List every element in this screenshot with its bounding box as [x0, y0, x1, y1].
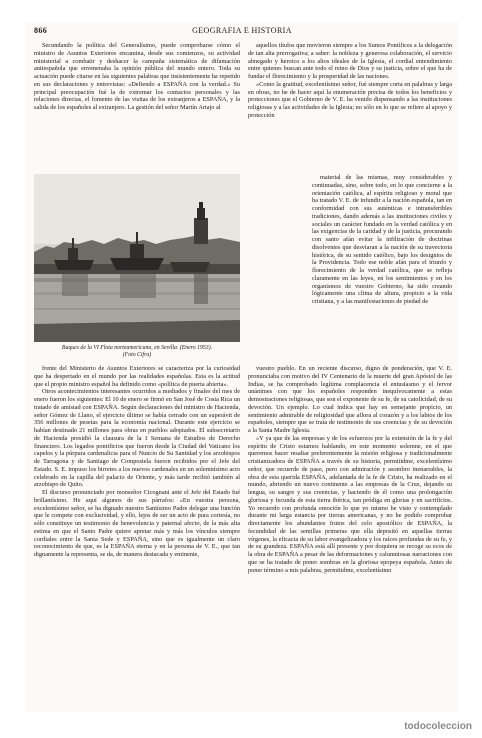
right-column-mid	[312, 174, 452, 306]
magazine-page	[26, 22, 458, 712]
right-column-bottom	[248, 365, 452, 574]
photo-credit: (Foto Cifra)	[122, 352, 152, 358]
paragraph: Otros acontecimientos interesantes ocurridos a mediados y finales del mes de enero fueron los siguientes: El 10 de enero se firmó en San José de Costa Rica un tratado de amistad con ESPAÑA. Según declaraciones del ministro de Hacienda, señor Gómez de Llano, el ejercicio último se había cerrado con un superávit de 356 millones de pesetas para la economía nacional. Durante este ejercicio se habían destinado 21 millones para obras en pueblos adoptados. El subsecretario de Hacienda presidió la clausura de la I Semana de Estudios de Derecho financiero. Los legados pontificios que fueron desde la Ciudad del Vaticano los capelos y la púrpura cardenalicia para el Nuncio de Su Santidad y los arzobispos de Tarragona y de Santiago de Compostela fueron recibidos por el Jefe del Estado. S. E. impuso los birretes a los nuevos cardenales en un solemnísimo acto celebrado en la capilla del palacio de Oriente, y más tarde recibió también al arzobispo de Quito.	[34, 388, 240, 489]
watermark: todocoleccion	[404, 721, 472, 732]
paragraph: vuestro pueblo. En un reciente discurso, digno de ponderación, que V. E. pronunciaba con motivo del IV Centenario de la muerte del gran Apóstol de las Indias, se ha comprobado legítima complacencia el entusiasmo y el fervor unánimes con que los españoles responden inequívocamente a estas demostraciones religiosas, que son el exponente de su fe, de su catolicidad, de su devoción. Un ejemplo. Lo cual indica que hay en semejante propicio, un sentimiento admirable de religiosidad que aflora al corazón y a los labios de los españoles, siempre que se trata de testimonio de sus creencias y de su devoción a la Santa Madre Iglesia.	[248, 365, 452, 434]
paragraph: frente del Ministerio de Asuntos Exteriores se caracteriza por la curiosidad que ha despertado en el mundo por las realidades españolas. Esta es la actitud que el propio ministro español ha definido como «política de puerta abierta».	[34, 365, 240, 388]
right-column-top	[248, 42, 452, 120]
left-column-top	[34, 42, 240, 112]
paragraph: »Y ya que de las empresas y de los esfuerzos por la extensión de la fe y del espíritu de Cristo estamos hablando, en este momento solemne, en el que queremos hacer resaltar preferentemente la misión religiosa y tradicionalmente cristianizadora de ESPAÑA a través de su historia, permitidme, excelentísimo señor, que recuerde de paso, pero con admiración y asombro inenarrables, la obra de esta querida ESPAÑA, adelantada de la fe de Cristo, ha realizado en el mundo, abriendo un nuevo continente a las empresas de la Cruz, dejando su lengua, su sangre y sus creencias, y haciendo de él como una prolongación gloriosa y fecunda de esta tierra ibérica, tan pródiga en glorias y en sacrificios. Yo recuerdo con profunda emoción lo que yo mismo he visto y contemplado durante mi larga estancia por tierras americanas, y no he podido comprobar directamente los abundantes frutos del celo apostólico de ESPAÑA, la fecundidad de las semillas primeras que ella depositó en aquellas tierras vírgenes, la eficacia de su labor evangelizadora y los raíces profundas de su fe, y de su grandeza. ESPAÑA está allí presente y por doquiera se recoge su ecos de la obra de ESPAÑA a pesar de las deformaciones y calumniosas narraciones con que se ha tratado de poner sombras en la gloriosa epopeya española. Antes de poner término a mis palabras, permitidme, excelentísimo	[248, 434, 452, 574]
paragraph: material de las mismas, muy considerables y continuadas, sino, sobre todo, en lo que concierne a la orientación católica, al espíritu religioso y moral que ha tratado V. E. de infundir a la nación española, tan en conformidad con sus auténticas e intransferibles tradiciones, dando además a las instituciones civiles y sociales un carácter fundado en la verdad católica y en las exigencias de la caridad y de la justicia, procurando con santo afán evitar la infiltración de doctrinas disolventes que desviaran a la nación de su travectoria histórica, de su sentido católico, bajo los designios de la Providencia. Todo ese noble afán para el triunfo y florecimiento de la verdad católica, que se refleja claramente en las leyes, en los sentimientos y en los organismos de vuestro Gobierno, ha sido creando lógicamente una clima de altura, propicio a la vida cristiana, y a las manifestaciones de piedad de	[312, 174, 452, 305]
page-number: 866	[34, 26, 48, 35]
running-title: GEOGRAFIA E HISTORIA	[192, 26, 292, 35]
paragraph: El discurso pronunciado por monseñor Cicognani ante el Jefe del Estado fué brillantísimo. He aquí algunos de sus párrafos: «En vuestra persona, excelentísimo señor, se ha dignado nuestro Santísimo Padre delegar una función que le compete con exclusividad, y ello, lejos de ser un acto de pura cortesía, no sólo constituye un testimonio de benevolencia y paternal afecto, de la más alta estima en que el Santo Padre quiere apretar más y más los vínculos siempre cordiales entre la Santa Sede y ESPAÑA, sino que es igualmente un claro reconocimiento de que, es la ESPAÑA eterna y en la persona de V. E., que tan dignamente la representa, se da, de manera destacada y eminente,	[34, 489, 240, 558]
photo-caption	[34, 345, 240, 359]
paragraph: Secundando la política del Generalísimo, puede comprobarse cómo el ministro de Asuntos Exteriores encamina, desde sus comienzos, su actividad ministerial a combatir y deshacer la campaña sistemática de difamación antiespañola que envenenaba la opinión pública del mundo entero. Toda su actuación puede citarse en las siguientes palabras que insistentemente ha repetido en sus declaraciones y entrevistas: «Defiendo a ESPAÑA con la verdad.» Su principal preocupación fué la de extremar los contactos personales y las relaciones directas, el fomento de las visitas de los extranjeros a ESPAÑA, y la salida de los españoles al extranjero. La gestión del señor Martín Artajo al	[34, 42, 240, 111]
paragraph: aquellos títulos que movieron siempre a los Sumos Pontífices a la delegación de tan alta prerrogativa; a saber: la nobleza y generosa colaboración, el servicio abnegado y heroico a los altos ideales de la Iglesia, el cordial entendimiento entre quienes buscan ante todo el reino de Dios y su justicia, sobre el que ha de fundar el florecimiento y la prosperidad de las naciones.	[248, 42, 452, 80]
paragraph: »Como la gratitud, excelentísimo señor, fué siempre corta en palabras y larga en obras, no he de hacer aquí la enumeración precisa de todos los beneficios y protecciones que el Gobierno de V. E. ha venido dispensando a las instituciones religiosas y a las actividades de la Iglesia; no sólo en lo que se refiere al apoyo y protección	[248, 80, 452, 119]
news-photo-fleet-in-seville	[34, 174, 240, 342]
left-column-bottom	[34, 365, 240, 559]
page-header	[34, 26, 450, 38]
caption-text: Buques de la VI Flota norteamericana, en Sevilla. (Enero 1953).	[61, 345, 213, 351]
